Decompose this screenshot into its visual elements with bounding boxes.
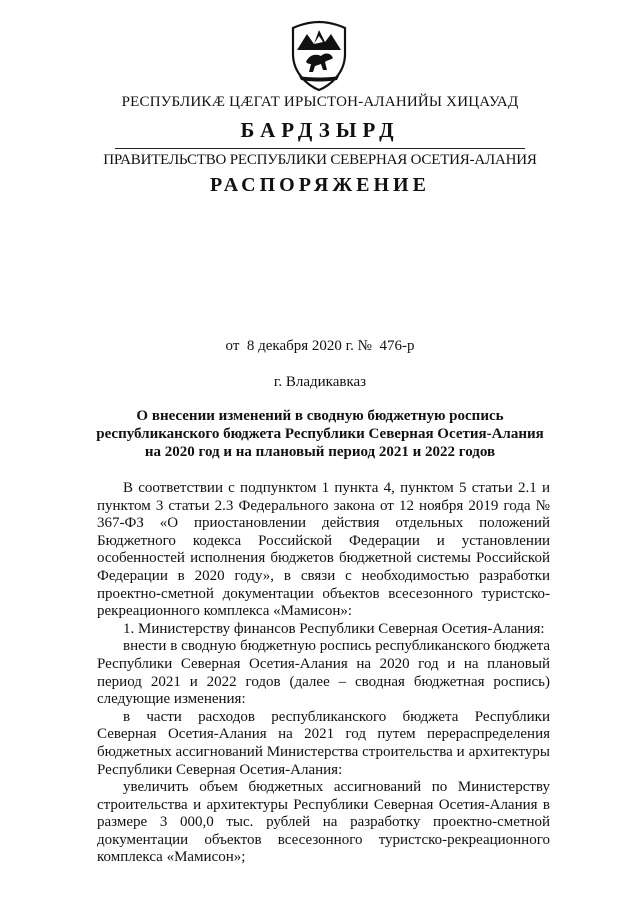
- order-title-line-1: О внесении изменений в сводную бюджетную роспись: [136, 408, 504, 424]
- expenses-2021-paragraph: в части расходов республиканского бюджета Республики Северная Осетия-Алания на 2021 год путем перераспределения бюджетных ассигнований Министерства строительства и архитектуры Республики Северная Осетия-Алания:: [97, 708, 550, 778]
- government-name: ПРАВИТЕЛЬСТВО РЕСПУБЛИКИ СЕВЕРНАЯ ОСЕТИЯ-АЛАНИЯ: [103, 152, 537, 168]
- increase-allocations-paragraph: увеличить объем бюджетных ассигнований по Министерству строительства и архитектуры Республики Северная Осетия-Алания в размере 3 000,0 тыс. рублей на разработку проектно-сметной документации объектов всесезонного туристско-рекреационного комплекса «Мамисон»;: [97, 779, 550, 866]
- order-body: [97, 480, 550, 867]
- order-heading: РАСПОРЯЖЕНИЕ: [210, 174, 430, 196]
- amend-budget-paragraph: внести в сводную бюджетную роспись республиканского бюджета Республики Северная Осетия-Алания на 2020 год и на плановый период 2021 и 2022 годов (далее – сводная бюджетная роспись) следующие изменения:: [97, 638, 550, 708]
- republic-name-ossetian: РЕСПУБЛИКÆ ЦÆГАТ ИРЫСТОН-АЛАНИЙЫ ХИЦАУАД: [121, 94, 519, 110]
- order-title: [0, 407, 640, 461]
- order-city: г. Владикавказ: [273, 374, 367, 390]
- order-title-line-2: республиканского бюджета Республики Северная Осетия-Алания: [96, 426, 544, 442]
- order-title-line-3: на 2020 год и на плановый период 2021 и 2022 годов: [144, 444, 496, 460]
- order-date-number: от 8 декабря 2020 г. № 476-р: [225, 338, 415, 354]
- clause-1-paragraph: 1. Министерству финансов Республики Северная Осетия-Алания:: [123, 620, 545, 637]
- preamble-paragraph: В соответствии с подпунктом 1 пункта 4, пунктом 5 статьи 2.1 и пунктом 3 статьи 2.3 Федерального закона от 12 ноября 2019 года № 367-ФЗ «О приостановлении действия отдельных положений Бюджетного кодекса Российской Федерации и установлении особенностей исполнения бюджетов бюджетной системы Российской Федерации в 2020 году», в связи с необходимостью разработки проектно-сметной документации объектов всесезонного туристско-рекреационного комплекса «Мамисон»:: [97, 480, 550, 620]
- bardzyrd-heading: БАРДЗЫРД: [240, 118, 400, 142]
- coat-of-arms-emblem: [287, 20, 351, 92]
- header-divider: [115, 148, 525, 149]
